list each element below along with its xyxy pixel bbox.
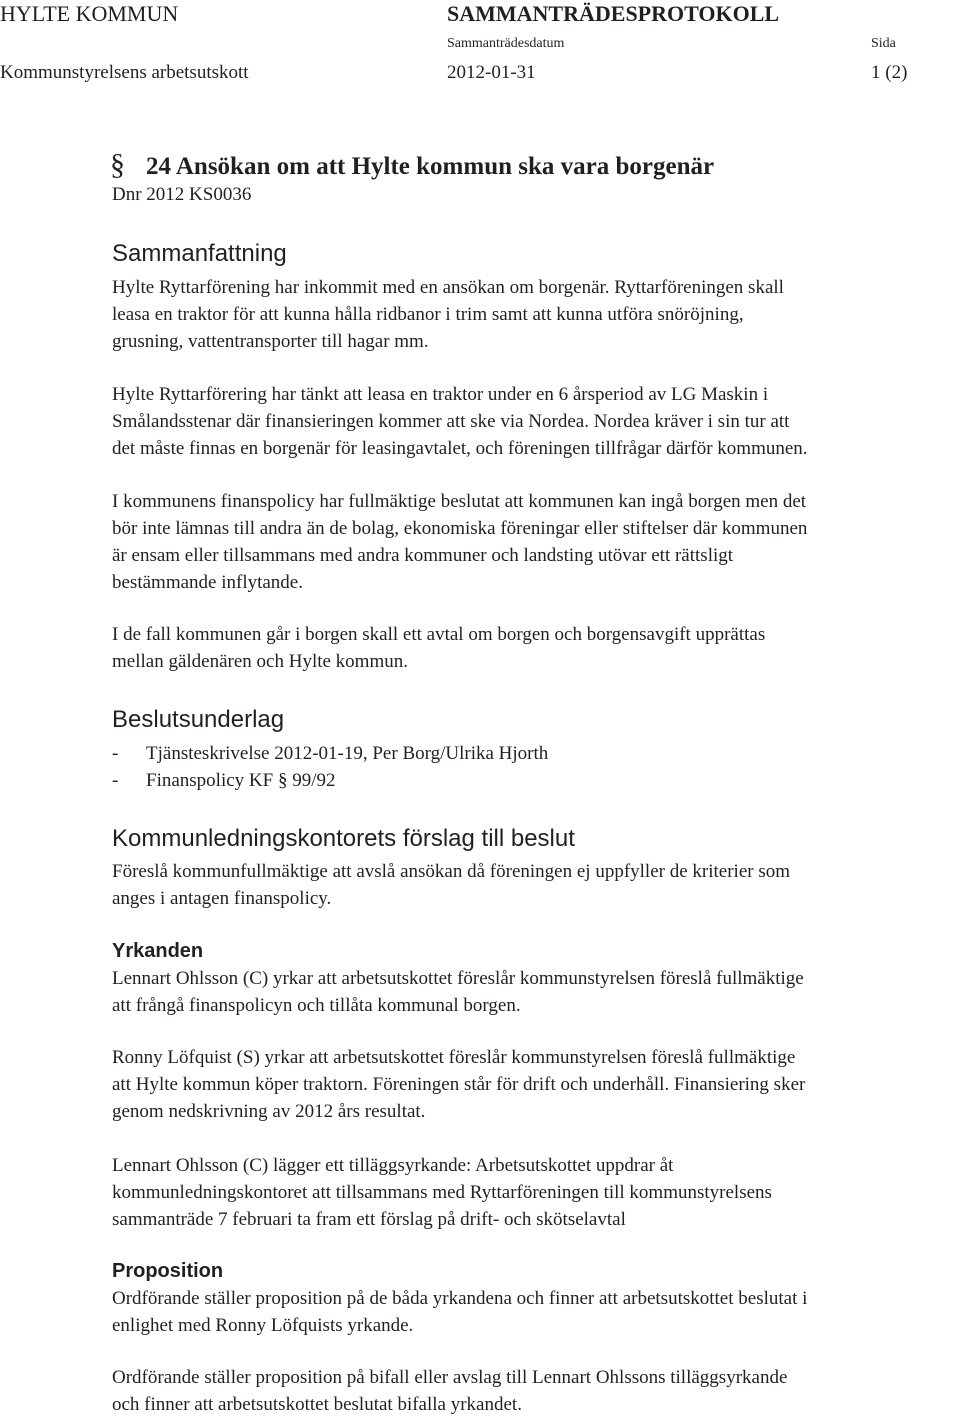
list-item — [112, 740, 548, 767]
summary-heading: Sammanfattning — [112, 240, 287, 267]
diary-number: Dnr 2012 KS0036 — [112, 184, 252, 205]
date-label: Sammanträdesdatum — [447, 36, 565, 51]
text-line: bestämmande inflytande. — [112, 572, 303, 593]
basis-heading: Beslutsunderlag — [112, 706, 285, 733]
text-line: Ordförande ställer proposition på de båda yrkandena och finner att arbetsutskottet beslutat i — [112, 1288, 808, 1309]
list-dash: - — [112, 743, 119, 764]
summary-paragraph-2 — [112, 381, 808, 462]
list-item-text: Finanspolicy KF § 99/92 — [146, 770, 336, 791]
text-line: grusning, vattentransporter till hagar mm. — [112, 331, 429, 352]
motion-paragraph-3 — [112, 1152, 772, 1233]
proposition-paragraph-2 — [112, 1364, 787, 1418]
text-line: anges i antagen finanspolicy. — [112, 888, 332, 909]
text-line: Lennart Ohlsson (C) lägger ett tilläggsyrkande: Arbetsutskottet uppdrar åt — [112, 1155, 674, 1176]
text-line: leasa en traktor för att kunna hålla ridbanor i trim samt att kunna utföra snöröjning, — [112, 304, 744, 325]
list-item — [112, 767, 335, 794]
committee-name: Kommunstyrelsens arbetsutskott — [0, 62, 249, 83]
text-line: I de fall kommunen går i borgen skall ett avtal om borgen och borgensavgift upprättas — [112, 624, 766, 645]
proposition-paragraph-1 — [112, 1285, 807, 1339]
text-line: Hylte Ryttarförering har tänkt att leasa en traktor under en 6 årsperiod av LG Maskin i — [112, 384, 769, 405]
document-type: SAMMANTRÄDESPROTOKOLL — [447, 1, 780, 26]
text-line: mellan gäldenären och Hylte kommun. — [112, 651, 408, 672]
motion-paragraph-1 — [112, 965, 804, 1019]
text-line: genom nedskrivning av 2012 års resultat. — [112, 1101, 426, 1122]
page-number: 1 (2) — [871, 62, 908, 83]
text-line: kommunledningskontoret att tillsammans med Ryttarföreningen till kommunstyrelsens — [112, 1182, 772, 1203]
summary-paragraph-3 — [112, 488, 807, 596]
text-line: bör inte lämnas till andra än de bolag, ekonomiska föreningar eller stiftelser där kommunen — [112, 518, 808, 539]
text-line: Ordförande ställer proposition på bifall eller avslag till Lennart Ohlssons tilläggsyrkande — [112, 1367, 788, 1388]
text-line: Smålandsstenar där finansieringen kommer att ske via Nordea. Nordea kräver i sin tur att — [112, 411, 790, 432]
text-line: enlighet med Ronny Löfquists yrkande. — [112, 1315, 414, 1336]
text-line: och finner att arbetsutskottet beslutat bifalla yrkandet. — [112, 1394, 522, 1415]
proposition-heading: Proposition — [112, 1260, 224, 1282]
proposal-paragraph — [112, 858, 790, 912]
section-sign: § — [110, 148, 125, 181]
text-line: att Hylte kommun köper traktorn. Föreningen står för drift och underhåll. Finansiering sker — [112, 1074, 806, 1095]
org-name: HYLTE KOMMUN — [0, 1, 179, 26]
text-line: att frångå finanspolicyn och tillåta kommunal borgen. — [112, 995, 521, 1016]
text-line: sammanträde 7 februari ta fram ett förslag på drift- och skötselavtal — [112, 1209, 626, 1230]
text-line: är ensam eller tillsammans med andra kommuner och landsting utövar ett rättsligt — [112, 545, 734, 566]
item-title: 24 Ansökan om att Hylte kommun ska vara borgenär — [146, 153, 715, 180]
list-item-text: Tjänsteskrivelse 2012-01-19, Per Borg/Ulrika Hjorth — [146, 743, 549, 764]
text-line: Ronny Löfquist (S) yrkar att arbetsutskottet föreslår kommunstyrelsen föreslå fullmäktige — [112, 1047, 796, 1068]
text-line: det måste finnas en borgenär för leasingavtalet, och föreningen tillfrågar därför kommunen. — [112, 438, 808, 459]
text-line: Lennart Ohlsson (C) yrkar att arbetsutskottet föreslår kommunstyrelsen föreslå fullmäktige — [112, 968, 804, 989]
page-label: Sida — [871, 36, 896, 51]
text-line: Hylte Ryttarförening har inkommit med en ansökan om borgenär. Ryttarföreningen skall — [112, 277, 784, 298]
meeting-date: 2012-01-31 — [447, 62, 536, 83]
summary-paragraph-4 — [112, 621, 765, 675]
text-line: I kommunens finanspolicy har fullmäktige beslutat att kommunen kan ingå borgen men det — [112, 491, 807, 512]
motions-heading: Yrkanden — [112, 940, 204, 962]
text-line: Föreslå kommunfullmäktige att avslå ansökan då föreningen ej uppfyller de kriterier som — [112, 861, 790, 882]
summary-paragraph-1 — [112, 274, 784, 355]
motion-paragraph-2 — [112, 1044, 805, 1125]
proposal-heading: Kommunledningskontorets förslag till beslut — [112, 825, 575, 852]
list-dash: - — [112, 770, 119, 791]
